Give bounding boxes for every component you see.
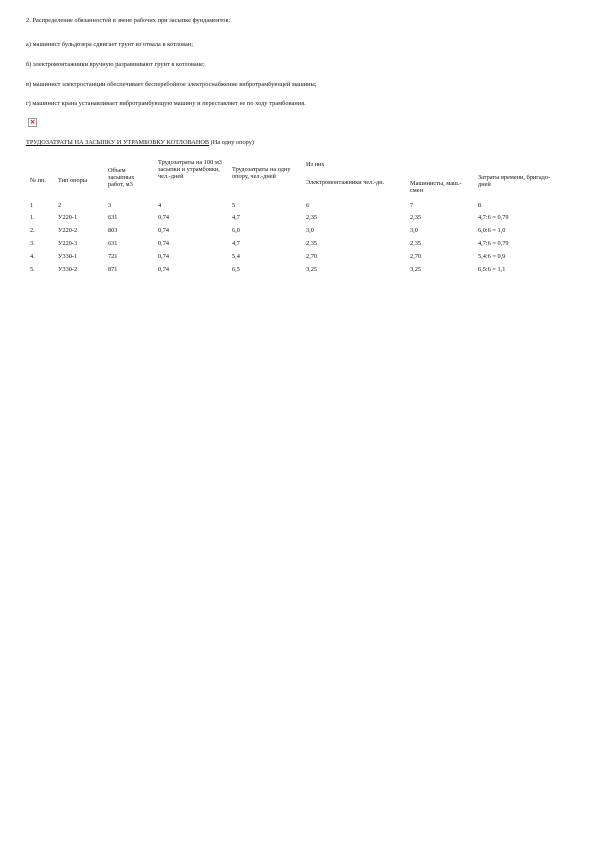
cell-time-cost: 5,4:6 = 0,9 (478, 253, 506, 260)
header-of-them: Из них (306, 161, 325, 168)
cell-machinists: 2,35 (410, 240, 422, 247)
cell-num: 1. (30, 214, 35, 221)
cell-volume: 631 (108, 214, 118, 221)
cell-volume: 3 (108, 202, 112, 209)
cell-support-type: У220-2 (58, 227, 78, 234)
cell-machinists: 3,25 (410, 266, 422, 273)
paragraph-duty-a: а) машинист бульдозера сдвигает грунт из отвала в котлован; (26, 41, 194, 48)
broken-image-icon (28, 118, 37, 127)
header-per-support: Трудозатраты на одну опору, чел.-дней (232, 166, 291, 181)
cell-electricians: 2,70 (306, 253, 318, 260)
table-title (26, 139, 254, 147)
cell-support-type: 2 (58, 202, 62, 209)
cell-time-cost: 6,5:6 = 1,1 (478, 266, 506, 273)
paragraph-duties-heading: 2. Распределение обязанностей в звене рабочих при засыпке фундаментов: (26, 17, 231, 24)
broken-image-glyph: × (29, 118, 36, 126)
header-norm: Трудозатраты на 100 м3 засыпки и утрамбовки, чел.-дней (158, 159, 222, 181)
cell-norm: 0,74 (158, 266, 170, 273)
cell-electricians: 3,0 (306, 227, 314, 234)
cell-norm: 0,74 (158, 214, 170, 221)
paragraph-duty-v: в) машинист электростанции обеспечивает бесперебойное электроснабжение вибротрамбующей машины; (26, 81, 317, 88)
cell-volume: 631 (108, 240, 118, 247)
table-title-main: ТРУДОЗАТРАТЫ НА ЗАСЫПКУ И УТРАМБОВКУ КОТЛОВАНОВ (26, 139, 210, 146)
paragraph-duty-b: б) электромонтажники вручную разравнивают грунт в котловане; (26, 61, 205, 68)
header-electricians: Электромонтажники чел.-дн. (306, 179, 385, 186)
cell-electricians: 2,35 (306, 240, 318, 247)
cell-per-support: 4,7 (232, 240, 240, 247)
cell-machinists: 7 (410, 202, 414, 209)
header-volume: Объем засыпных работ, м3 (108, 167, 135, 189)
cell-machinists: 2,35 (410, 214, 422, 221)
header-support-type: Тип опоры (58, 177, 88, 184)
cell-time-cost: 8 (478, 202, 482, 209)
header-time-cost: Затраты времени, бригадо-дней (478, 174, 551, 189)
cell-support-type: У330-2 (58, 266, 78, 273)
cell-time-cost: 4,7:6 = 0,79 (478, 240, 509, 247)
cell-support-type: У220-3 (58, 240, 78, 247)
cell-norm: 0,74 (158, 227, 170, 234)
cell-volume: 721 (108, 253, 118, 260)
paragraph-duty-g: г) машинист крана устанавливает вибротрамбующую машину и переставляет ее по ходу трамбования. (26, 100, 306, 107)
cell-per-support: 6,0 (232, 227, 240, 234)
cell-norm: 0,74 (158, 253, 170, 260)
cell-volume: 803 (108, 227, 118, 234)
cell-machinists: 3,0 (410, 227, 418, 234)
cell-per-support: 6,5 (232, 266, 240, 273)
cell-num: 2. (30, 227, 35, 234)
cell-norm: 0,74 (158, 240, 170, 247)
cell-per-support: 5,4 (232, 253, 240, 260)
header-machinists: Машинисты, маш.-смен (410, 180, 462, 195)
cell-per-support: 4,7 (232, 214, 240, 221)
cell-num: 5. (30, 266, 35, 273)
cell-electricians: 2,35 (306, 214, 318, 221)
header-num: № пп. (30, 177, 46, 184)
cell-time-cost: 6,0:6 = 1,0 (478, 227, 506, 234)
cell-norm: 4 (158, 202, 162, 209)
cell-num: 1 (30, 202, 34, 209)
table-title-suffix: (На одну опору) (209, 139, 254, 146)
cell-volume: 871 (108, 266, 118, 273)
cell-support-type: У220-1 (58, 214, 78, 221)
cell-per-support: 5 (232, 202, 236, 209)
cell-support-type: У330-1 (58, 253, 78, 260)
cell-num: 4. (30, 253, 35, 260)
cell-num: 3. (30, 240, 35, 247)
cell-time-cost: 4,7:6 = 0,79 (478, 214, 509, 221)
cell-electricians: 3,25 (306, 266, 318, 273)
cell-electricians: 6 (306, 202, 310, 209)
cell-machinists: 2,70 (410, 253, 422, 260)
